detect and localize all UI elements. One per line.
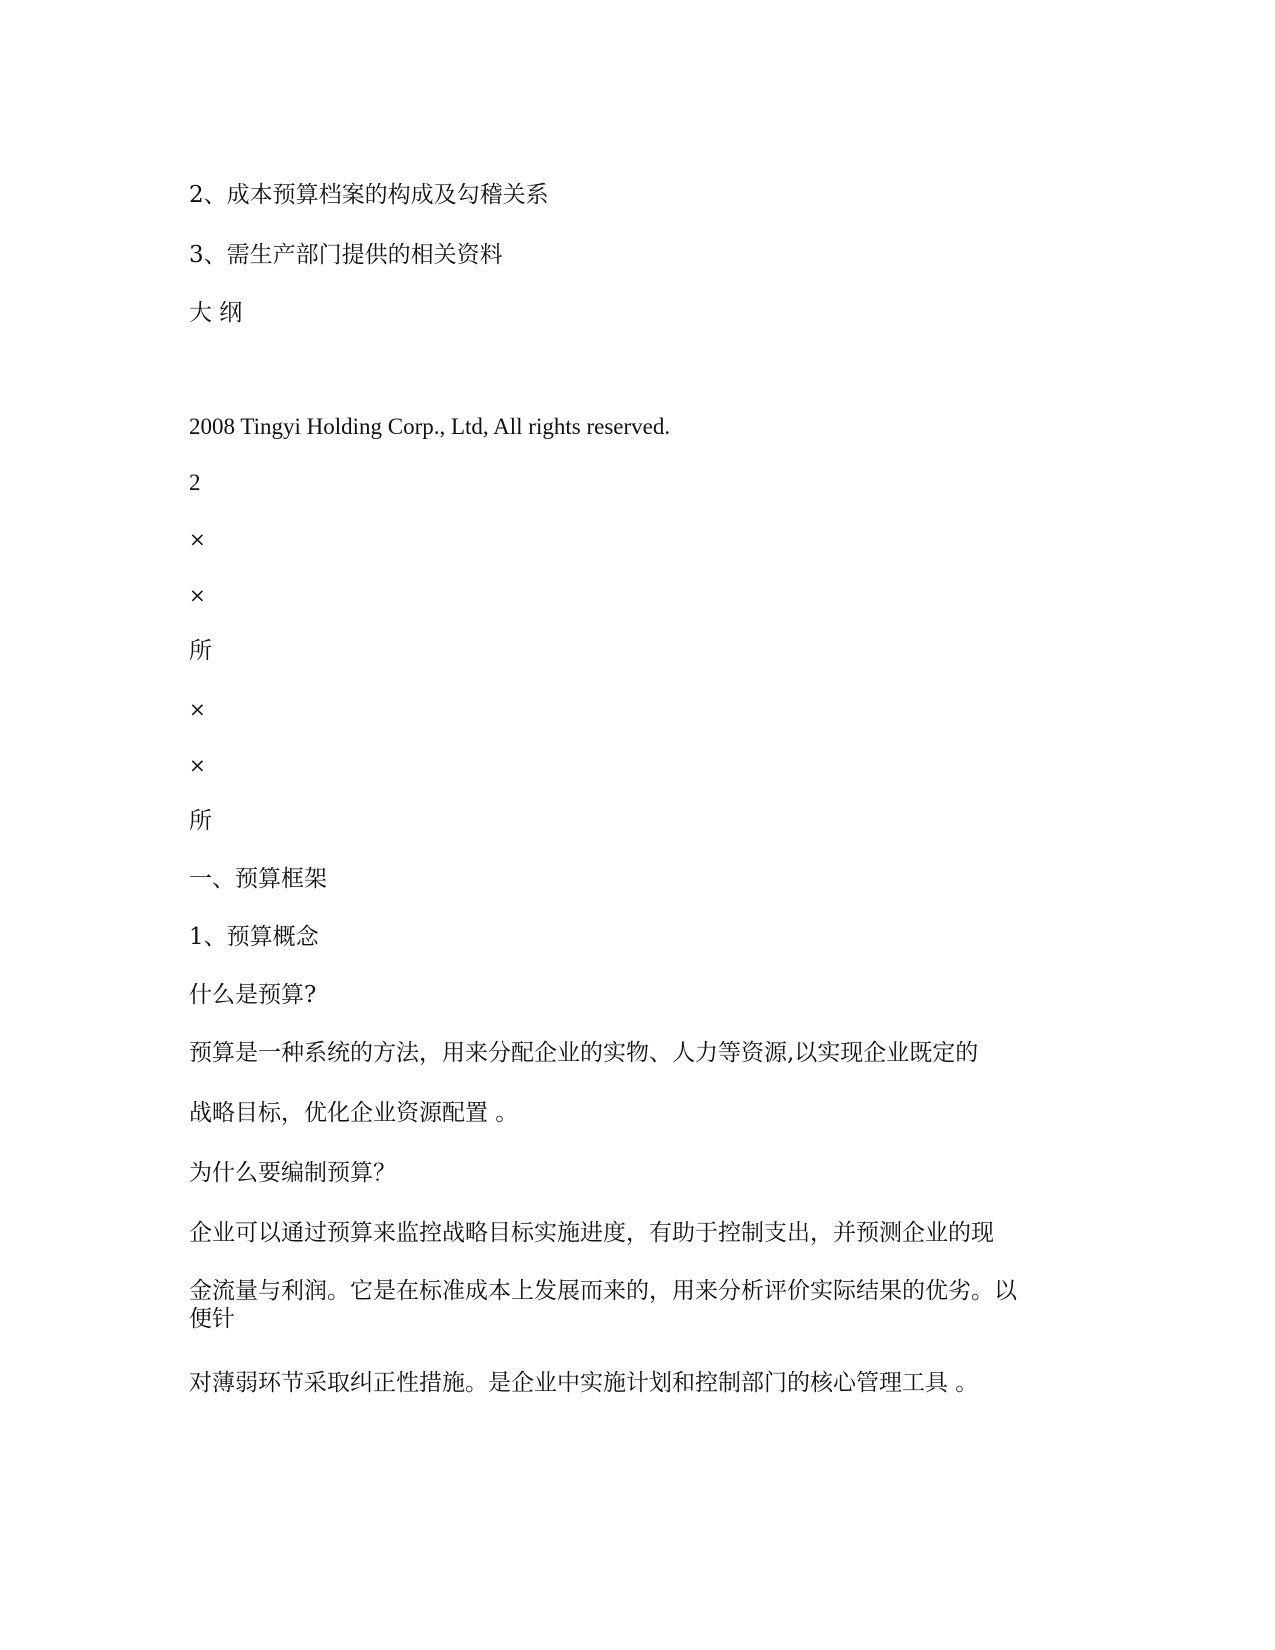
placeholder-mark: × xyxy=(189,753,206,777)
placeholder-mark: × xyxy=(189,697,206,721)
paragraph-line: 预算是一种系统的方法，用来分配企业的实物、人力等资源,以实现企业既定的 xyxy=(189,1040,979,1066)
subsection-heading: 1、预算概念 xyxy=(189,924,319,950)
paragraph-line: 便针 xyxy=(189,1306,235,1332)
paragraph-line: 战略目标，优化企业资源配置 。 xyxy=(189,1100,519,1126)
placeholder-mark: × xyxy=(189,527,206,551)
outline-item-3: 3、需生产部门提供的相关资料 xyxy=(189,242,503,268)
question-heading: 什么是预算? xyxy=(189,982,317,1008)
section-heading: 一、预算框架 xyxy=(189,866,327,892)
placeholder-label: 所 xyxy=(189,638,212,664)
outline-heading: 大 纲 xyxy=(189,300,243,326)
outline-item-2: 2、成本预算档案的构成及勾稽关系 xyxy=(189,182,549,208)
paragraph-line: 对薄弱环节采取纠正性措施。是企业中实施计划和控制部门的核心管理工具 。 xyxy=(189,1370,979,1396)
page-number: 2 xyxy=(189,470,201,495)
paragraph-line: 企业可以通过预算来监控战略目标实施进度，有助于控制支出，并预测企业的现 xyxy=(189,1220,994,1246)
placeholder-label: 所 xyxy=(189,808,212,834)
question-heading: 为什么要编制预算？ xyxy=(189,1160,396,1186)
paragraph-line: 金流量与利润。它是在标准成本上发展而来的，用来分析评价实际结果的优劣。以 xyxy=(189,1278,1017,1304)
placeholder-mark: × xyxy=(189,583,206,607)
copyright-notice: 2008 Tingyi Holding Corp., Ltd, All rights reserved. xyxy=(189,414,671,439)
